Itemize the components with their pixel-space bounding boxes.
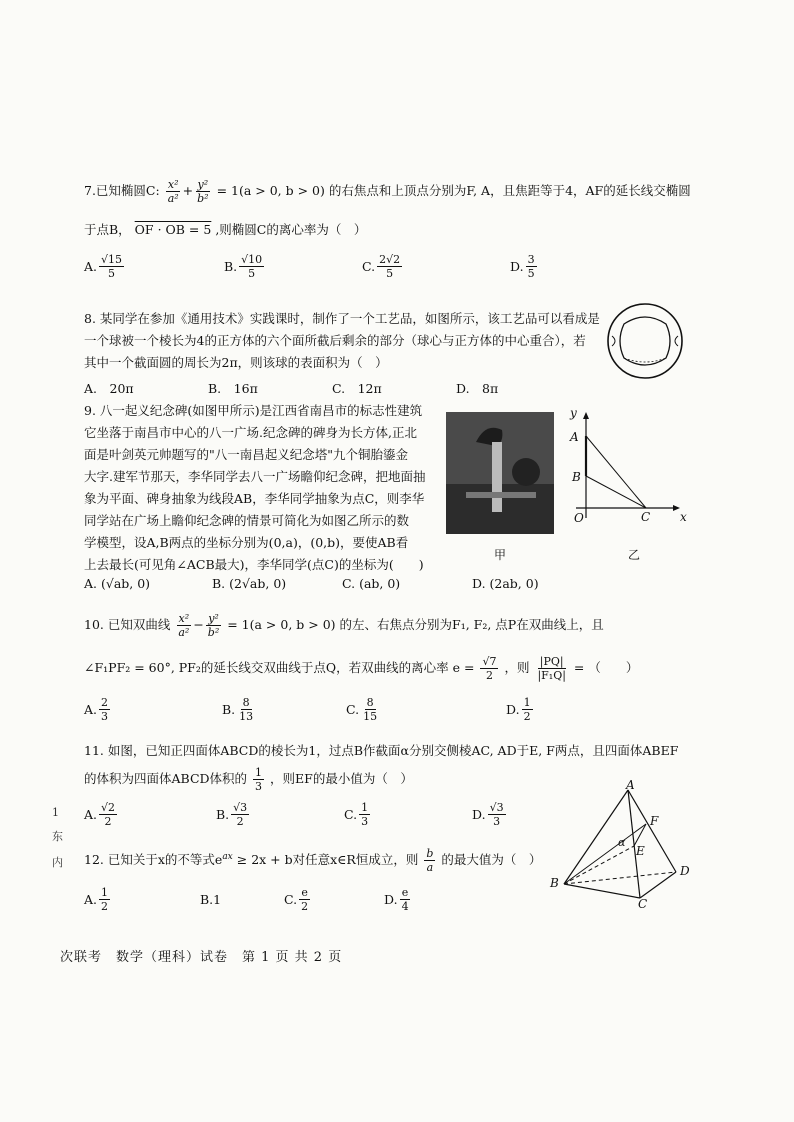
q12-option-fraction: $\frac{e}{2}$ <box>301 886 309 914</box>
q9-line-2: 它坐落于南昌市中心的八一广场.纪念碑的碑身为长方体,正北 <box>84 425 417 440</box>
q9-fig-yi-label: 乙 <box>628 548 641 562</box>
q11-option-label: A. <box>84 806 98 822</box>
q10-option-label: A. <box>84 701 98 717</box>
q12-option-b <box>200 886 284 913</box>
q11-line-1: 11. 如图，已知正四面体ABCD的棱长为1，过点B作截面α分别交侧棱AC, AD于E, F两点，且四面体ABEF <box>84 743 679 758</box>
q7-line-2 <box>84 219 704 241</box>
q11-point-b-label: B <box>550 876 559 890</box>
q7-option-d <box>510 253 630 280</box>
q10-lead: 10. 已知双曲线 <box>84 617 171 632</box>
q7-option-a <box>84 253 224 280</box>
q7-option-label: A. <box>84 258 98 274</box>
q10-options <box>84 696 724 723</box>
q7-frac-x: $\frac{\text{x²}}{\text{a²}}$ <box>167 178 179 205</box>
q9-line-7: 学模型，设A,B两点的坐标分别为(0,a)，(0,b)，要使AB看 <box>84 535 409 550</box>
q12-option-value: 1 <box>213 891 222 907</box>
q10-frac-x: $\frac{\text{x²}}{\text{a²}}$ <box>178 612 190 639</box>
q12-option-label: C. <box>284 891 298 907</box>
q7-option-fraction: $\frac{2√2}{5}$ <box>379 253 401 280</box>
q11-option-label: B. <box>216 806 230 822</box>
q12-option-fraction: $\frac{1}{2}$ <box>101 886 109 914</box>
q7-option-b <box>224 253 362 280</box>
question-7 <box>84 178 704 280</box>
q7-text-3: ,则椭圆C的离心率为（ ） <box>215 222 367 237</box>
q10-option-fraction: $\frac{2}{3}$ <box>101 696 109 723</box>
q10-tail: = （ ） <box>573 660 639 675</box>
q8-options <box>84 378 604 400</box>
q11-text-2a: 的体积为四面体ABCD体积的 <box>84 771 248 786</box>
q11-option-label: D. <box>472 806 486 822</box>
q11-point-e-label: E <box>636 844 645 858</box>
q9-line-6: 同学站在广场上瞻仰纪念碑的情景可简化为如图乙所示的数 <box>84 513 410 528</box>
q11-option-fraction: $\frac{√3}{2}$ <box>233 801 248 828</box>
q8-figure <box>604 300 686 382</box>
q9-line-5: 象为平面、碑身抽象为线段AB，李华同学抽象为点C，则李华 <box>84 491 425 506</box>
q10-option-d <box>506 696 626 723</box>
q10-ratio-frac: $\frac{|PQ|}{\text{|F₁Q|}}$ <box>537 655 566 682</box>
q12-option-d <box>384 886 484 913</box>
q8-left-cut <box>612 336 615 346</box>
q10-e-lhs: e = <box>452 660 475 675</box>
q12-option-a <box>84 886 200 913</box>
q12-tail: 的最大值为（ ） <box>441 852 542 868</box>
q7-lead: 7.已知椭圆C: <box>84 183 164 198</box>
q11-option-fraction: $\frac{√2}{2}$ <box>101 801 116 828</box>
q11-edge-bc <box>564 884 640 898</box>
q9-coordinate-figure <box>566 410 696 530</box>
q10-option-fraction: $\frac{8}{15}$ <box>363 696 378 723</box>
question-8 <box>84 308 604 400</box>
q10-option-label: D. <box>506 701 520 717</box>
q7-option-c <box>362 253 510 280</box>
q11-edge-bd <box>564 872 676 884</box>
q9-photo-drawing <box>446 412 554 534</box>
side-mark-1: 1 <box>52 806 59 819</box>
q10-option-label: C. <box>346 701 360 717</box>
side-mark-3: 内 <box>52 856 63 869</box>
q11-option-label: C. <box>344 806 358 822</box>
q10-option-a <box>84 696 222 723</box>
q7-option-label: B. <box>224 258 238 274</box>
q8-outer-circle <box>608 304 682 378</box>
q10-option-b <box>222 696 346 723</box>
q10-option-label: B. <box>222 701 236 717</box>
q9-line-bc <box>586 476 646 508</box>
q11-option-fraction: $\frac{√3}{3}$ <box>489 801 504 828</box>
q9-options <box>84 576 602 591</box>
q9-x-arrow <box>673 505 680 511</box>
q11-option-b <box>216 801 344 828</box>
q9-point-a-label: A <box>570 430 579 444</box>
side-mark-2: 东 <box>52 830 63 843</box>
q12-options <box>84 886 544 913</box>
q10-option-fraction: $\frac{8}{13}$ <box>239 696 254 723</box>
q12-option-label: D. <box>384 891 398 907</box>
q7-text-1: 的右焦点和上顶点分别为F, A，且焦距等于4，AF的延长线交椭圆 <box>328 183 691 198</box>
q12-exponent: ax <box>222 852 233 862</box>
q8-right-cut <box>675 336 678 346</box>
question-10 <box>84 612 724 723</box>
q11-option-a <box>84 801 216 828</box>
q9-y-arrow <box>583 412 589 419</box>
q10-then: ，则 <box>504 660 530 675</box>
q8-option-d: D. 8π <box>456 381 499 396</box>
q9-line-1: 9. 八一起义纪念碑(如图甲所示)是江西省南昌市的标志性建筑 <box>84 403 423 418</box>
q11-text-2b: ，则EF的最小值为（ ） <box>270 771 413 786</box>
q9-line-3: 面是叶剑英元帅题写的"八一南昌起义纪念塔"九个铜胎鎏金 <box>84 447 409 462</box>
question-9 <box>84 400 444 576</box>
q7-option-fraction: $\frac{√15}{5}$ <box>101 253 123 280</box>
q11-point-a-label: A <box>626 778 635 792</box>
q11-point-d-label: D <box>680 864 690 878</box>
q11-line-be <box>564 846 634 884</box>
q8-option-a: A. 20π <box>84 381 134 396</box>
q10-e-frac: $\frac{√7}{2}$ <box>482 655 497 682</box>
q9-monument-photo <box>446 412 554 534</box>
q9-option-d: D. (2ab, 0) <box>472 576 539 591</box>
q12-option-label: B. <box>200 891 214 907</box>
q12-mid: ≥ 2x + b对任意x∈R恒成立，则 <box>236 852 419 868</box>
q10-text-1: 的左、右焦点分别为F₁, F₂, 点P在双曲线上，且 <box>339 617 604 632</box>
q8-option-b: B. 16π <box>208 381 258 396</box>
q9-y-label: y <box>570 406 577 420</box>
q11-line-bf <box>564 824 646 884</box>
q8-line-1: 8. 某同学在参加《通用技术》实践课时，制作了一个工艺品，如图所示，该工艺品可以看成是 <box>84 311 600 326</box>
q7-vectors: OF · OB = 5 <box>134 222 212 237</box>
q11-edge-cd <box>640 872 676 898</box>
q7-line-1: 7.已知椭圆C: $\frac{\text{x²}}{\text{a²}}$ + $\frac{\text{y²}}{\text{b²}}$ = 1(a > 0, b > 0) 的右焦点和上顶点分别为F, A，且焦距等于4，AF的延长线交椭圆 <box>84 178 691 205</box>
q9-option-a: A. (√ab, 0) <box>84 576 151 591</box>
q11-option-fraction: $\frac{1}{3}$ <box>361 801 369 828</box>
q12-line-1 <box>84 846 544 874</box>
q12-option-c <box>284 886 384 913</box>
q9-point-b-label: B <box>572 470 581 484</box>
q12-option-fraction: $\frac{e}{4}$ <box>401 886 409 914</box>
q7-cond: = 1(a > 0, b > 0) <box>216 183 325 198</box>
q10-text-2: ∠F₁PF₂ = 60°, PF₂的延长线交双曲线于点Q，若双曲线的离心率 <box>84 660 449 675</box>
q9-point-c-label: C <box>641 510 651 524</box>
q8-option-c: C. 12π <box>332 381 382 396</box>
q9-option-c: C. (ab, 0) <box>342 576 401 591</box>
q9-line-ac <box>586 436 646 508</box>
q7-option-label: C. <box>362 258 376 274</box>
q10-option-fraction: $\frac{1}{2}$ <box>523 696 531 723</box>
q7-option-label: D. <box>510 258 524 274</box>
q10-cond: = 1(a > 0, b > 0) <box>227 617 336 632</box>
q10-option-c <box>346 696 506 723</box>
q9-line-8: 上去最长(可见角∠ACB最大)，李华同学(点C)的坐标为( ) <box>84 557 424 572</box>
q12-frac: $\frac{b}{a}$ <box>426 847 434 875</box>
q11-point-c-label: C <box>638 897 648 911</box>
q11-tetrahedron-figure <box>548 780 708 912</box>
q12-option-label: A. <box>84 891 98 907</box>
q9-option-b: B. (2√ab, 0) <box>212 576 287 591</box>
page-footer: 次联考 数学（理科）试卷 第 1 页 共 2 页 <box>60 950 343 965</box>
q9-x-label: x <box>680 510 687 524</box>
q7-option-fraction: $\frac{3}{5}$ <box>527 253 535 280</box>
q11-option-c <box>344 801 472 828</box>
q11-frac: $\frac{1}{3}$ <box>255 766 263 793</box>
question-12 <box>84 846 544 913</box>
q7-frac-y: $\frac{\text{y²}}{\text{b²}}$ <box>197 178 209 205</box>
q11-line-ef <box>634 824 646 846</box>
q7-options <box>84 253 704 280</box>
q10-frac-y: $\frac{\text{y²}}{\text{b²}}$ <box>207 612 220 639</box>
q8-line-2: 一个球被一个棱长为4的正方体的六个面所截后剩余的部分（球心与正方体的中心重合），若 <box>84 333 586 348</box>
q10-line-2 <box>84 655 724 682</box>
q8-inner-shape <box>620 317 670 365</box>
q9-point-o-label: O <box>574 511 584 525</box>
q7-option-fraction: $\frac{√10}{5}$ <box>241 253 263 280</box>
q7-text-2: 于点B， <box>84 222 131 237</box>
q9-line-4: 大字.建军节那天，李华同学去八一广场瞻仰纪念碑，把地面抽 <box>84 469 426 484</box>
q11-alpha-label: α <box>618 836 626 849</box>
q8-line-3: 其中一个截面圆的周长为2π，则该球的表面积为（ ） <box>84 355 388 370</box>
q9-fig-jia-label: 甲 <box>494 548 507 562</box>
q11-point-f-label: F <box>650 814 659 828</box>
q12-lead: 12. 已知关于x的不等式e <box>84 852 223 868</box>
q10-line-1: 10. 已知双曲线 $\frac{\text{x²}}{\text{a²}}$ − $\frac{\text{y²}}{\text{b²}}$ = 1(a > 0, b > 0) 的左、右焦点分别为F₁, F₂, 点P在双曲线上，且 <box>84 612 604 639</box>
